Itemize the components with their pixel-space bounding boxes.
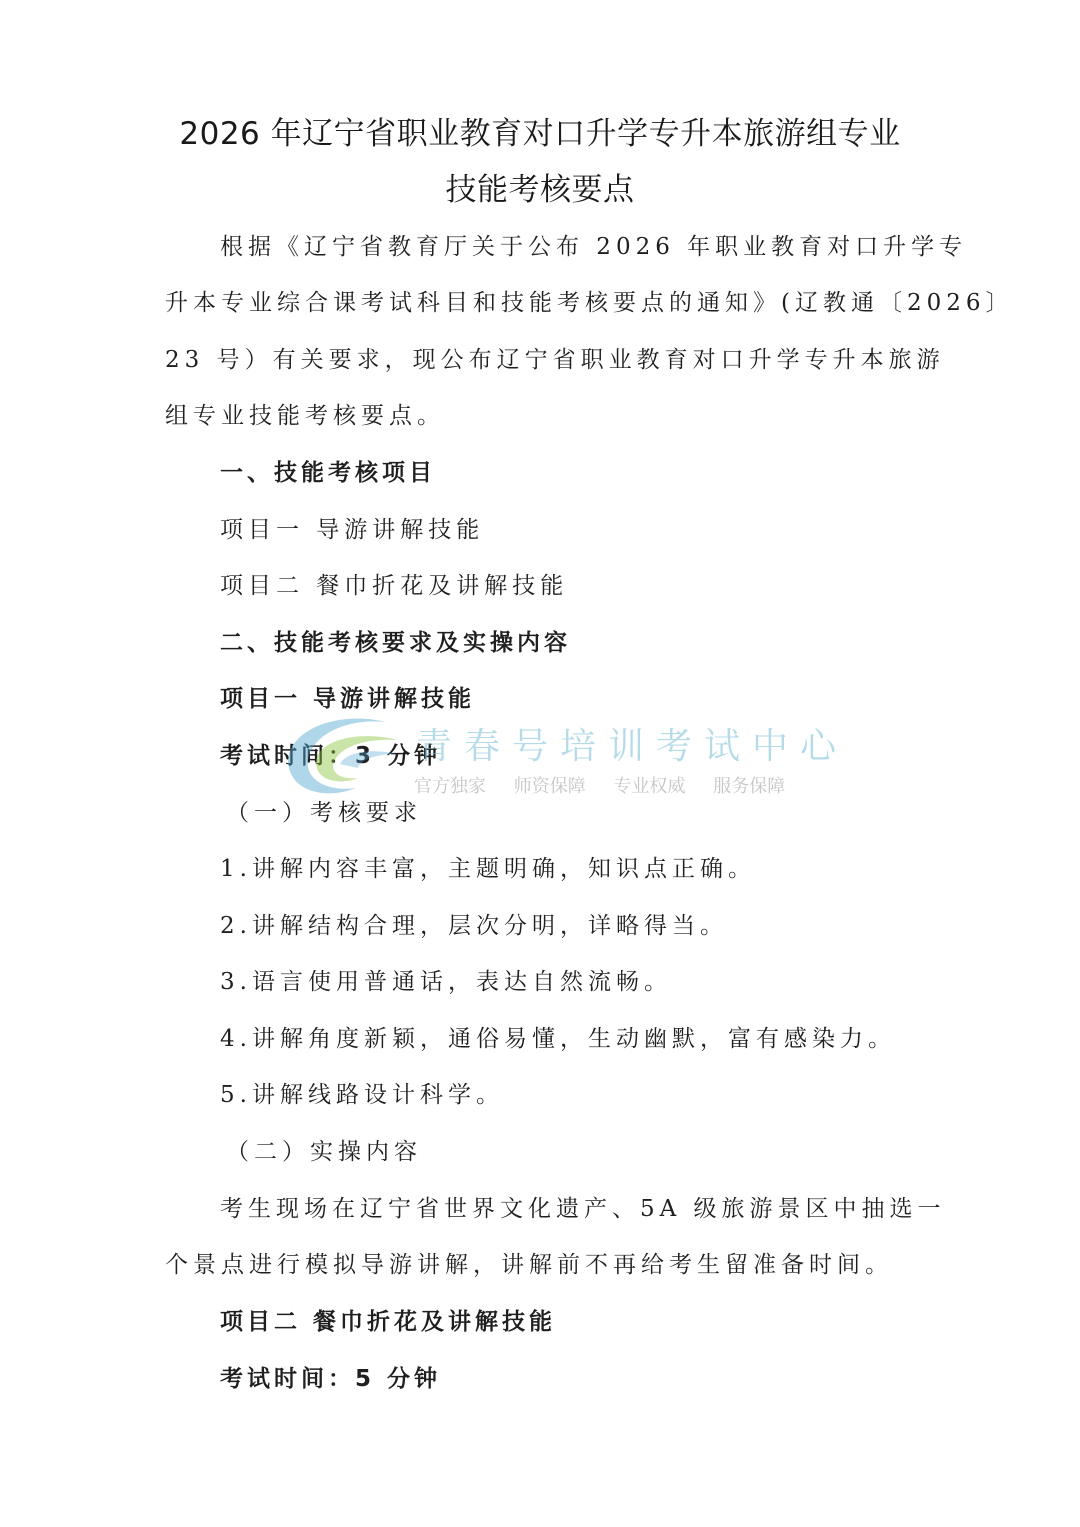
section-1-heading: 一、技能考核项目 xyxy=(220,460,436,486)
intro-line-3: 23 号）有关要求，现公布辽宁省职业教育对口升学专升本旅游 xyxy=(165,347,945,373)
intro-line-1: 根据《辽宁省教育厅关于公布 2026 年职业教育对口升学专 xyxy=(220,234,968,260)
watermark-name: 青春号培训考试中心 xyxy=(416,726,849,767)
operations-line-1: 考生现场在辽宁省世界文化遗产、5A 级旅游景区中抽选一 xyxy=(220,1196,946,1222)
section-2-heading: 二、技能考核要求及实操内容 xyxy=(220,630,571,656)
requirement-2: 2.讲解结构合理，层次分明，详略得当。 xyxy=(220,913,728,939)
watermark-slogan-4: 服务保障 xyxy=(713,776,786,797)
watermark-slogan-2: 师资保障 xyxy=(513,776,586,797)
project-1-time: 考试时间：3 分钟 xyxy=(220,743,442,769)
intro-line-4: 组专业技能考核要点。 xyxy=(165,403,445,429)
project-1-heading: 项目一 导游讲解技能 xyxy=(220,686,476,712)
requirement-1: 1.讲解内容丰富，主题明确，知识点正确。 xyxy=(220,856,756,882)
section-1-item-2: 项目二 餐巾折花及讲解技能 xyxy=(220,573,569,599)
requirement-4: 4.讲解角度新颖，通俗易懂，生动幽默，富有感染力。 xyxy=(220,1026,896,1052)
project-1-operations-heading: （二）实操内容 xyxy=(226,1139,422,1165)
project-2-heading: 项目二 餐巾折花及讲解技能 xyxy=(220,1309,557,1335)
requirement-5: 5.讲解线路设计科学。 xyxy=(220,1082,504,1108)
watermark-slogan-3: 专业权威 xyxy=(613,776,686,797)
document-title-line-2: 技能考核要点 xyxy=(445,172,635,208)
intro-line-2: 升本专业综合课考试科目和技能考核要点的通知》(辽教通〔2026〕 xyxy=(165,290,1014,316)
requirement-3: 3.语言使用普通话，表达自然流畅。 xyxy=(220,969,672,995)
watermark-slogans xyxy=(414,772,807,798)
operations-line-2: 个景点进行模拟导游讲解，讲解前不再给考生留准备时间。 xyxy=(165,1252,893,1278)
project-2-time: 考试时间：5 分钟 xyxy=(220,1366,442,1392)
document-title-line-1: 2026 年辽宁省职业教育对口升学专升本旅游组专业 xyxy=(179,116,901,152)
watermark xyxy=(268,700,849,810)
section-1-item-1: 项目一 导游讲解技能 xyxy=(220,517,485,543)
swoosh-logo-icon xyxy=(268,700,418,810)
project-1-requirements-heading: （一）考核要求 xyxy=(226,800,422,826)
watermark-slogan-1: 官方独家 xyxy=(414,776,486,797)
